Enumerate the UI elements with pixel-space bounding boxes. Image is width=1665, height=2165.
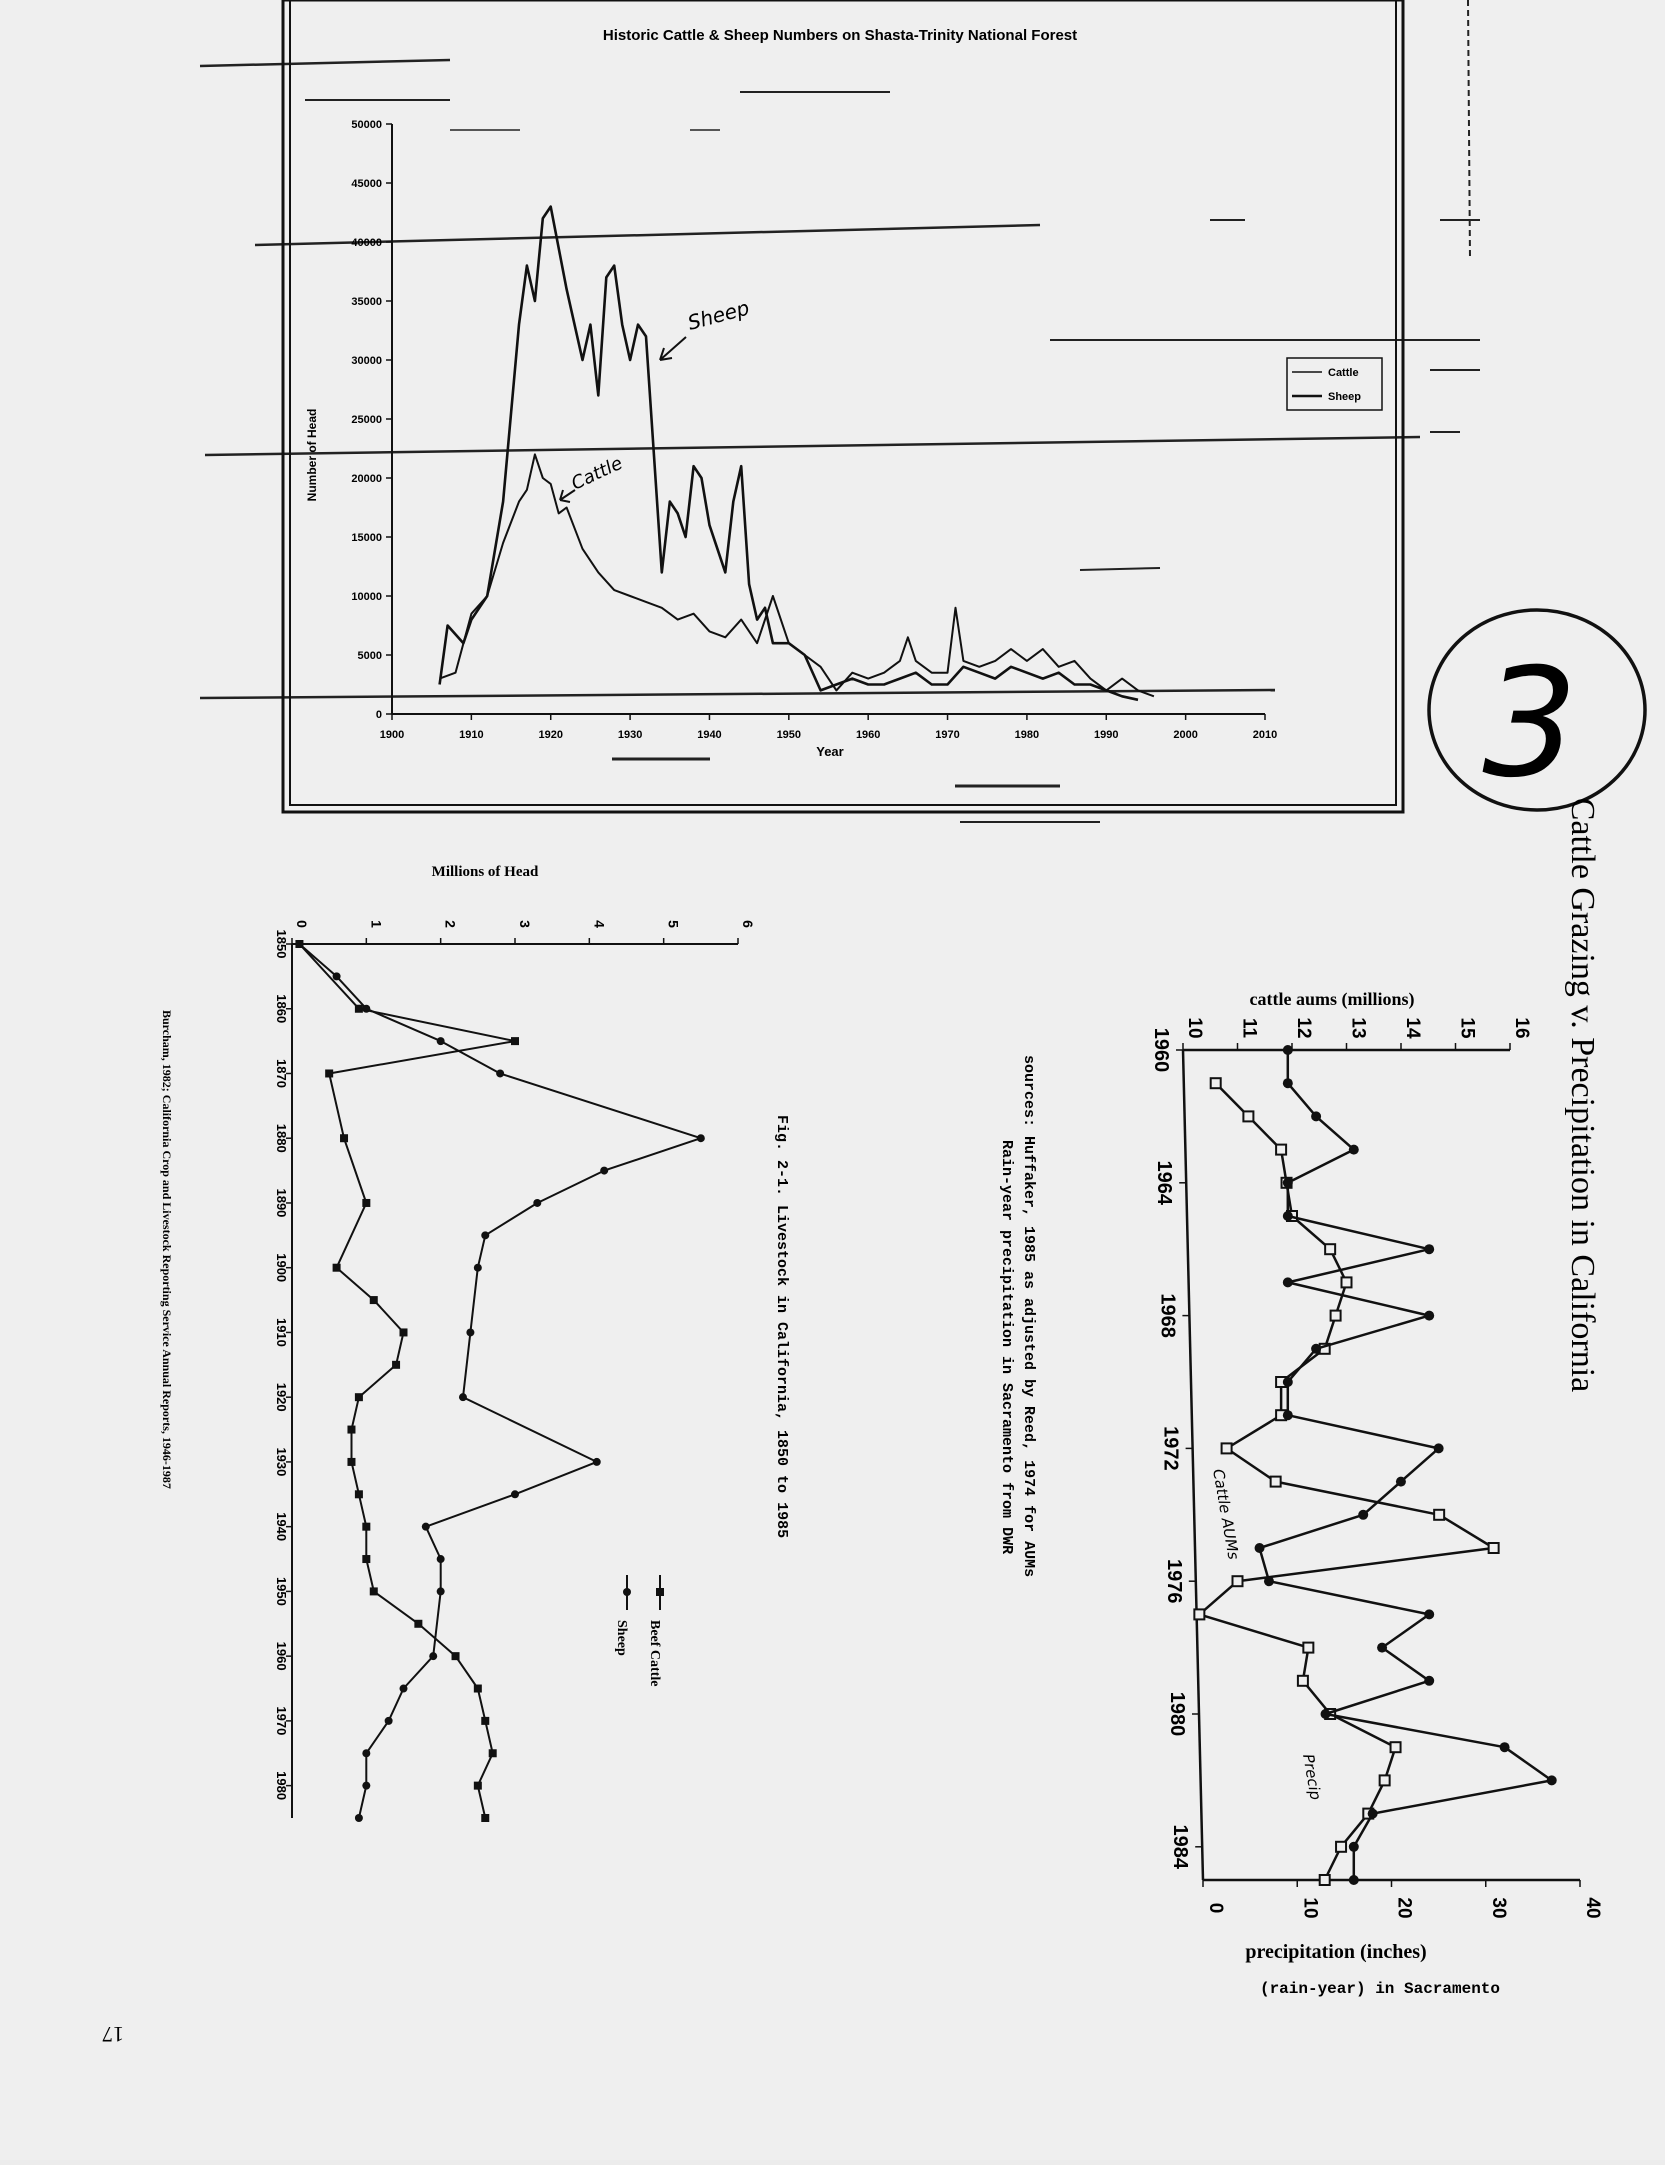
y-axis-label: Number of Head	[305, 408, 319, 502]
marker-precip	[1424, 1676, 1434, 1686]
marker-sheep	[437, 1555, 445, 1563]
axes	[274, 920, 756, 1818]
y-tick-label: 5000	[357, 650, 382, 662]
marker-beef-cattle	[481, 1717, 489, 1725]
marker-sheep	[400, 1685, 408, 1693]
aum-tick-label: 13	[1347, 1017, 1369, 1039]
y-tick-label: 30000	[351, 355, 382, 367]
marker-sheep	[355, 1814, 363, 1822]
series-line-sheep	[440, 207, 1138, 700]
y-tick-label: 45000	[351, 178, 382, 190]
marker-cattle-aums	[1325, 1244, 1335, 1254]
marker-precip	[1283, 1045, 1293, 1055]
right-axis-label: cattle aums (millions)	[1249, 989, 1415, 1009]
annotation-arrow-cattle	[560, 490, 575, 502]
marker-sheep	[362, 1782, 370, 1790]
marker-precip	[1547, 1775, 1557, 1785]
y-tick-label: 25000	[351, 414, 382, 426]
legend	[1287, 358, 1382, 410]
marker-beef-cattle	[474, 1782, 482, 1790]
marker-cattle-aums	[1276, 1145, 1286, 1155]
left-axis-sublabel: (rain-year) in Sacramento	[1259, 1980, 1501, 1998]
marker-sheep	[533, 1199, 541, 1207]
aum-tick-label: 16	[1511, 1017, 1532, 1039]
y-tick-label: 20000	[351, 473, 382, 485]
marker-precip	[1283, 1211, 1293, 1221]
aum-tick-label: 15	[1456, 1017, 1478, 1039]
marker-cattle-aums	[1303, 1643, 1313, 1653]
marker-precip	[1283, 1377, 1293, 1387]
sources-group	[998, 1055, 1037, 1577]
marker-beef-cattle	[400, 1328, 408, 1336]
marker-sheep	[333, 972, 341, 980]
page-number: 17	[102, 2022, 124, 2047]
circled-number	[1429, 610, 1645, 811]
aum-tick-label: 10	[1184, 1017, 1205, 1039]
chart-title: Historic Cattle & Sheep Numbers on Shasta-Trinity National Forest	[602, 27, 1078, 44]
time-tick-label: 1970	[274, 1706, 289, 1736]
marker-sheep	[459, 1393, 467, 1401]
marker-precip	[1368, 1809, 1378, 1819]
value-tick-label: 6	[740, 920, 756, 928]
sources-line-1: sources: Huffaker, 1985 as adjusted by Reed, 1974 for AUMs	[1020, 1055, 1037, 1578]
x-tick-label: 1950	[776, 729, 802, 741]
marker-cattle-aums	[1331, 1311, 1341, 1321]
marker-cattle-aums	[1233, 1576, 1243, 1586]
marker-sheep	[422, 1523, 430, 1531]
x-tick-label: 1970	[935, 729, 960, 741]
x-axis-label: Year	[816, 744, 844, 759]
marker-beef-cattle	[489, 1749, 497, 1757]
x-tick-label: 1930	[617, 729, 643, 741]
aum-tick-label: 14	[1402, 1017, 1423, 1039]
time-tick-label: 1976	[1162, 1558, 1185, 1604]
value-tick-label: 1	[368, 920, 385, 928]
marker-precip	[1349, 1875, 1359, 1885]
time-tick-label: 1980	[1166, 1691, 1188, 1737]
time-tick-label: 1910	[274, 1317, 289, 1347]
legend-label-sheep: Sheep	[1328, 391, 1362, 403]
precip-tick-label: 30	[1487, 1897, 1509, 1919]
legend-marker-beef	[656, 1588, 664, 1596]
x-tick-label: 1980	[1014, 729, 1040, 741]
series-line-cattle-aums	[1199, 1083, 1493, 1880]
annotation-cattle-aums: Cattle AUMs	[1209, 1467, 1243, 1561]
time-tick-label: 1950	[274, 1576, 289, 1606]
time-tick-label: 1940	[274, 1512, 289, 1542]
marker-cattle-aums	[1342, 1277, 1352, 1287]
marker-precip	[1434, 1443, 1444, 1453]
marker-beef-cattle	[333, 1264, 341, 1272]
y-tick-label: 15000	[351, 532, 382, 544]
sources-line-2: Rain-year precipitation in Sacramento from DWR	[998, 1140, 1015, 1555]
aum-tick-label: 12	[1293, 1017, 1314, 1039]
marker-sheep	[295, 940, 303, 948]
marker-sheep	[496, 1069, 504, 1077]
marker-precip	[1311, 1111, 1321, 1121]
source-note: Burcham, 1982; California Crop and Livestock Reporting Service Annual Reports, 1946-1987	[160, 1010, 174, 1489]
marker-precip	[1358, 1510, 1368, 1520]
legend-label-beef: Beef Cattle	[647, 1620, 662, 1687]
marker-cattle-aums	[1320, 1875, 1330, 1885]
marker-cattle-aums	[1222, 1443, 1232, 1453]
marker-precip	[1255, 1543, 1265, 1553]
marker-beef-cattle	[355, 1490, 363, 1498]
marker-cattle-aums	[1391, 1742, 1401, 1752]
value-tick-label: 5	[665, 920, 682, 928]
marker-beef-cattle	[481, 1814, 489, 1822]
marker-sheep	[474, 1264, 482, 1272]
marker-beef-cattle	[511, 1037, 519, 1045]
time-tick-label: 1870	[274, 1059, 289, 1088]
marker-precip	[1283, 1277, 1293, 1287]
marker-cattle-aums	[1211, 1078, 1221, 1088]
time-tick-label: 1960	[1150, 1027, 1172, 1073]
marker-sheep	[697, 1134, 705, 1142]
annotation-precip: Precip	[1299, 1752, 1325, 1802]
marker-sheep	[429, 1652, 437, 1660]
x-tick-label: 1990	[1094, 729, 1119, 741]
marker-precip	[1283, 1078, 1293, 1088]
series-lines	[440, 207, 1154, 700]
marker-beef-cattle	[355, 1393, 363, 1401]
time-tick-label: 1968	[1156, 1293, 1179, 1338]
marker-beef-cattle	[452, 1652, 460, 1660]
legend	[614, 1575, 664, 1686]
series-lines	[295, 940, 704, 1822]
legend-label-cattle: Cattle	[1328, 367, 1359, 379]
value-tick-label: 4	[591, 920, 608, 928]
y-tick-label: 0	[375, 709, 382, 721]
value-tick-label: 2	[442, 920, 459, 928]
legend-label-sheep: Sheep	[614, 1620, 629, 1656]
time-tick-label: 1890	[274, 1188, 289, 1218]
marker-sheep	[593, 1458, 601, 1466]
marker-precip	[1500, 1742, 1510, 1752]
time-tick-label: 1860	[274, 994, 289, 1024]
x-tick-label: 1940	[697, 729, 722, 741]
time-tick-label: 1964	[1153, 1160, 1176, 1206]
marker-beef-cattle	[370, 1296, 378, 1304]
marker-precip	[1377, 1643, 1387, 1653]
aum-tick-label: 11	[1238, 1017, 1260, 1039]
x-tick-label: 2010	[1252, 729, 1278, 741]
marker-beef-cattle	[414, 1620, 422, 1628]
marker-beef-cattle	[347, 1426, 355, 1434]
marker-beef-cattle	[392, 1361, 400, 1369]
marker-precip	[1349, 1842, 1359, 1852]
marker-sheep	[362, 1005, 370, 1013]
marker-sheep	[385, 1717, 393, 1725]
time-tick-label: 1880	[274, 1123, 289, 1153]
x-tick-label: 1900	[379, 729, 405, 741]
precip-tick-label: 20	[1393, 1897, 1415, 1919]
marker-sheep	[437, 1037, 445, 1045]
annotation-arrow-sheep	[660, 337, 686, 360]
precip-tick-label: 0	[1205, 1902, 1226, 1914]
precip-tick-label: 40	[1582, 1897, 1603, 1919]
marker-beef-cattle	[474, 1685, 482, 1693]
marker-precip	[1321, 1709, 1331, 1719]
annotation-sheep: Sheep	[685, 295, 752, 335]
y-tick-label: 10000	[351, 591, 382, 603]
figure-caption: Fig. 2-1. Livestock in California, 1850 to 1985	[773, 1115, 790, 1539]
circled-digit: 3	[1482, 637, 1578, 811]
series-line-cattle	[440, 454, 1154, 696]
marker-cattle-aums	[1243, 1111, 1253, 1121]
california-livestock-chart	[160, 864, 790, 1822]
page-number-group	[102, 2022, 124, 2047]
time-tick-label: 1920	[274, 1382, 289, 1412]
y-tick-label: 40000	[351, 237, 382, 249]
title-group	[1564, 798, 1601, 1393]
chart-title: Cattle Grazing v. Precipitation in California	[1564, 797, 1601, 1393]
time-tick-label: 1960	[274, 1641, 289, 1671]
x-tick-label: 1920	[538, 729, 563, 741]
marker-precip	[1283, 1178, 1293, 1188]
x-tick-label: 2000	[1173, 729, 1198, 741]
value-tick-label: 0	[294, 920, 310, 928]
annotation-cattle: Cattle	[568, 452, 626, 495]
marker-cattle-aums	[1194, 1609, 1204, 1619]
marker-precip	[1264, 1576, 1274, 1586]
marker-precip	[1349, 1145, 1359, 1155]
time-axis-line	[1183, 1050, 1203, 1880]
marker-beef-cattle	[340, 1134, 348, 1142]
marker-cattle-aums	[1380, 1775, 1390, 1785]
x-tick-label: 1910	[459, 729, 484, 741]
marker-beef-cattle	[362, 1555, 370, 1563]
left-axis-label: precipitation (inches)	[1245, 1941, 1427, 1963]
marker-precip	[1396, 1477, 1406, 1487]
marker-cattle-aums	[1434, 1510, 1444, 1520]
axes	[351, 119, 1277, 741]
marker-precip	[1424, 1311, 1434, 1321]
series-lines	[1194, 1045, 1556, 1885]
marker-cattle-aums	[1298, 1676, 1308, 1686]
marker-sheep	[466, 1328, 474, 1336]
time-tick-label: 1984	[1169, 1824, 1192, 1870]
marker-sheep	[481, 1231, 489, 1239]
time-tick-label: 1930	[274, 1447, 289, 1477]
source-group	[160, 1010, 174, 1489]
y-axis-label: Millions of Head	[431, 864, 539, 880]
marker-precip	[1283, 1410, 1293, 1420]
time-tick-label: 1900	[274, 1253, 289, 1283]
time-tick-label: 1850	[274, 929, 289, 959]
marker-cattle-aums	[1271, 1477, 1281, 1487]
marker-precip	[1424, 1244, 1434, 1254]
precip-tick-label: 10	[1299, 1897, 1321, 1919]
marker-sheep	[511, 1490, 519, 1498]
figure-caption-group	[773, 1115, 790, 1538]
time-tick-label: 1972	[1159, 1426, 1182, 1471]
marker-precip	[1311, 1344, 1321, 1354]
marker-precip	[1424, 1609, 1434, 1619]
marker-sheep	[437, 1587, 445, 1595]
legend-marker-sheep	[623, 1588, 631, 1596]
marker-beef-cattle	[355, 1005, 363, 1013]
y-tick-label: 50000	[351, 119, 382, 131]
marker-beef-cattle	[347, 1458, 355, 1466]
value-tick-label: 3	[517, 920, 533, 928]
marker-beef-cattle	[370, 1587, 378, 1595]
grazing-precip-chart	[998, 798, 1603, 1998]
time-tick-label: 1980	[274, 1771, 289, 1801]
marker-beef-cattle	[325, 1069, 333, 1077]
y-tick-label: 35000	[351, 296, 382, 308]
marker-beef-cattle	[362, 1199, 370, 1207]
marker-sheep	[362, 1749, 370, 1757]
marker-sheep	[600, 1167, 608, 1175]
x-tick-label: 1960	[855, 729, 881, 741]
marker-cattle-aums	[1336, 1842, 1346, 1852]
marker-cattle-aums	[1489, 1543, 1499, 1553]
marker-beef-cattle	[362, 1523, 370, 1531]
